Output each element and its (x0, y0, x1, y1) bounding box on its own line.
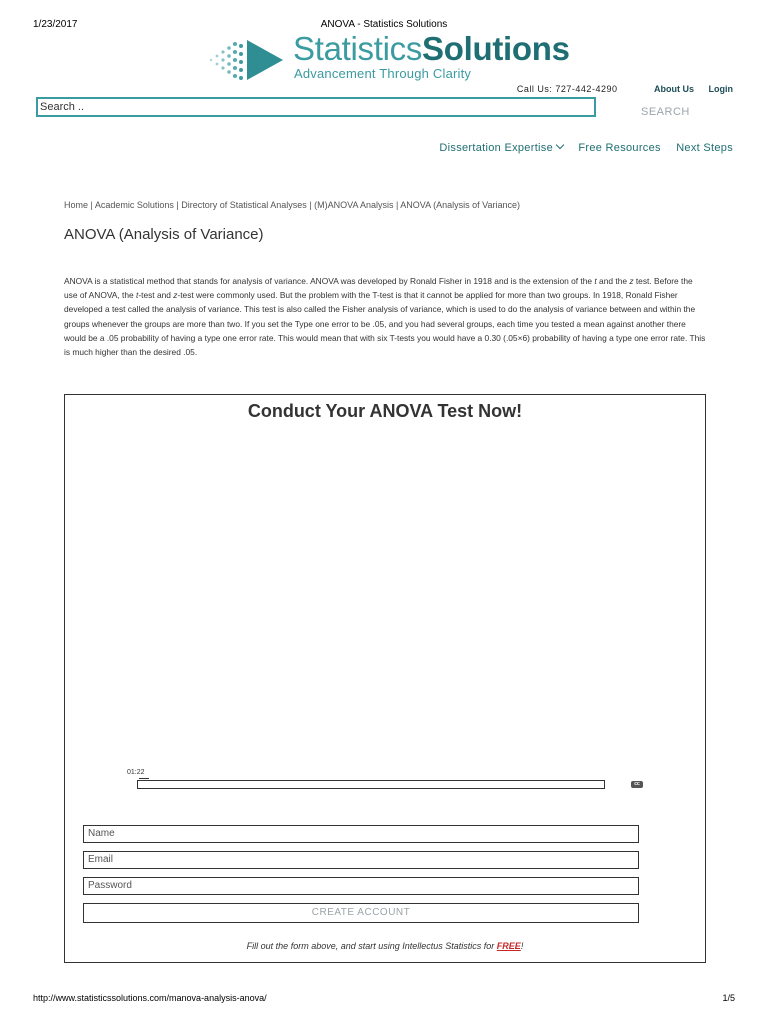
about-us-link[interactable]: About Us (653, 84, 694, 94)
logo-arrow-icon (207, 38, 287, 82)
email-field[interactable]: Email (83, 851, 639, 869)
free-link[interactable]: FREE (496, 941, 521, 951)
logo-tagline: Advancement Through Clarity (294, 66, 472, 81)
print-date: 1/23/2017 (33, 19, 78, 30)
site-logo[interactable] (207, 30, 570, 86)
print-page-title: ANOVA - Statistics Solutions (320, 19, 448, 30)
search-button[interactable]: SEARCH (641, 106, 690, 118)
breadcrumb[interactable]: Home | Academic Solutions | Directory of Statistical Analyses | (M)ANOVA Analysis | ANOVA (Analysis of Variance) (64, 200, 521, 210)
create-account-button[interactable]: CREATE ACCOUNT (83, 903, 639, 923)
video-progress-tick (139, 778, 149, 779)
signup-note: Fill out the form above, and start using Intellectus Statistics for FREE! (246, 941, 524, 951)
logo-wordmark: StatisticsSolutions (293, 30, 570, 67)
main-nav (427, 142, 733, 154)
page-title: ANOVA (Analysis of Variance) (64, 226, 264, 243)
print-page-number: 1/5 (722, 993, 735, 1003)
print-url: http://www.statisticssolutions.com/manova-analysis-anova/ (33, 993, 267, 1003)
signup-title: Conduct Your ANOVA Test Now! (247, 401, 523, 421)
nav-next-steps[interactable]: Next Steps (676, 142, 733, 154)
login-link[interactable]: Login (708, 84, 733, 94)
name-field[interactable]: Name (83, 825, 639, 843)
closed-captions-icon[interactable]: cc (631, 781, 643, 788)
password-field[interactable]: Password (83, 877, 639, 895)
signup-box (64, 394, 706, 963)
nav-free-resources[interactable]: Free Resources (578, 142, 661, 154)
video-timestamp: 01:22 (127, 769, 145, 776)
top-nav (517, 84, 733, 94)
video-progress-bar[interactable] (137, 780, 605, 789)
chevron-down-icon (556, 141, 564, 149)
phone-link[interactable]: Call Us: 727-442-4290 (516, 84, 618, 94)
search-input[interactable]: Search .. (36, 97, 596, 117)
intro-paragraph: ANOVA is a statistical method that stands for analysis of variance. ANOVA was developed by Ronald Fisher in 1918 and is the extension of the t and the z test. Before the use of ANOVA, the t-test and z-test were commonly used. But the problem with the T-test is that it cannot be applied for more than two groups. In 1918, Ronald Fisher developed a test called the analysis of variance. This test is also called the Fisher analysis of variance, which is used to do the analysis of variance between and within the groups whenever the groups are more than two. If you set the Type one error to be .05, and you had several groups, each time you tested a mean against another there would be a .05 probability of having a type one error rate. This would mean that with six T-tests you would have a 0.30 (.05×6) probability of having a type one error rate. This is much higher than the desired .05. (64, 276, 706, 358)
nav-dissertation-expertise[interactable]: Dissertation Expertise (439, 142, 563, 154)
